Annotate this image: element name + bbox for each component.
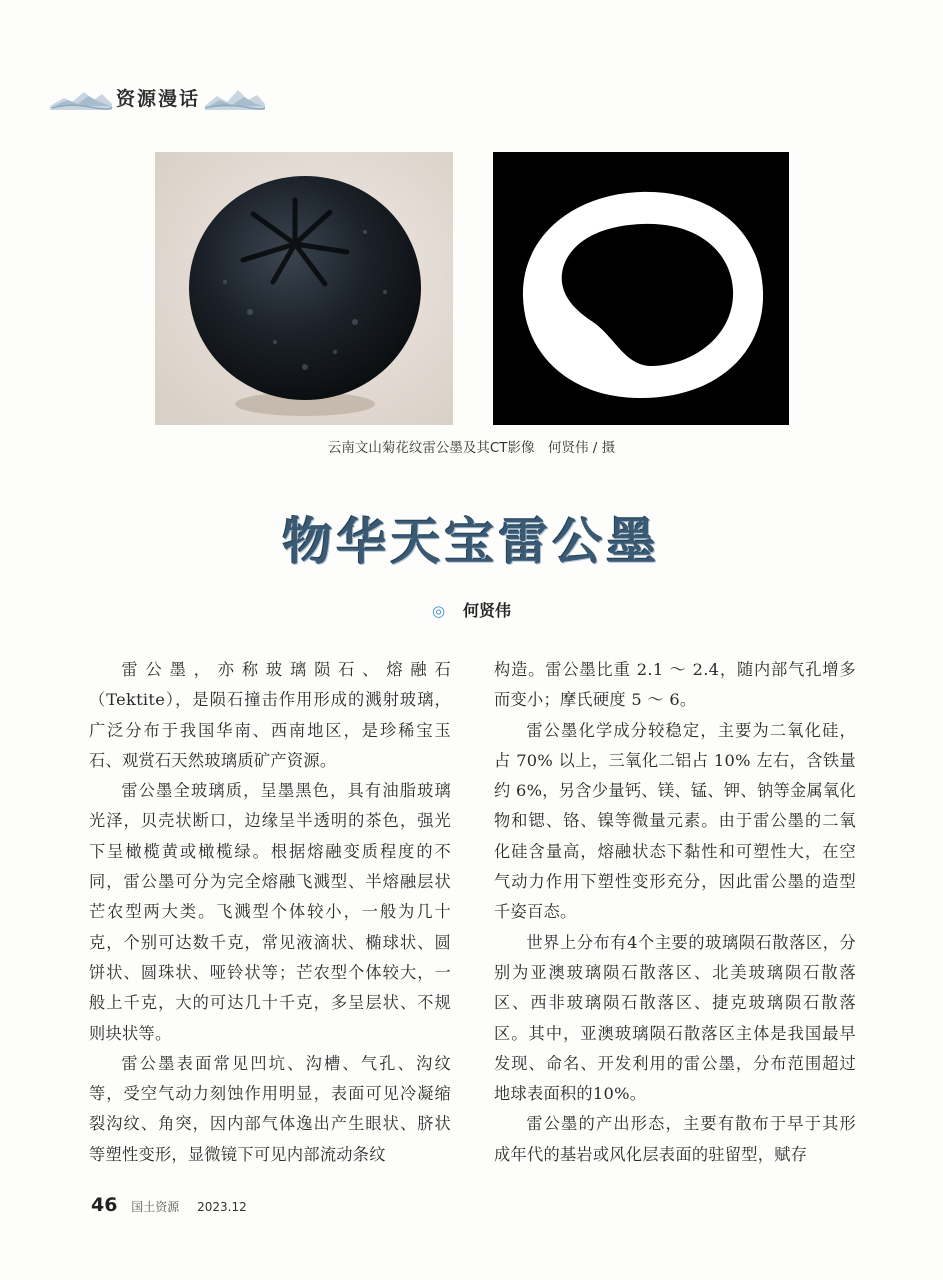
ct-scan-image — [493, 152, 789, 425]
page-footer — [91, 1194, 247, 1216]
paragraph: 世界上分布有4个主要的玻璃陨石散落区，分别为亚澳玻璃陨石散落区、北美玻璃陨石散落区、西非玻璃陨石散落区、捷克玻璃陨石散落区。其中，亚澳玻璃陨石散落区主体是我国最早发现、命名、开发利用的雷公墨，分布范围超过地球表面积的10%。 — [494, 932, 856, 1104]
article-title: 物华天宝雷公墨 — [282, 513, 661, 571]
section-banner — [50, 76, 265, 116]
body-column-right — [494, 655, 856, 1170]
leigongmo-photo — [155, 152, 453, 425]
paragraph: 构造。雷公墨比重 2.1 ～ 2.4，随内部气孔增多而变小；摩氏硬度 5 ～ 6。 — [494, 660, 856, 710]
paragraph: 雷公墨化学成分较稳定，主要为二氧化硅，占 70% 以上，三氧化二铝占 10% 左右，含铁量约 6%，另含少量钙、镁、锰、钾、钠等金属氧化物和锶、铬、镍等微量元素。由于雷公墨的二氧化硅含量高，熔融状态下黏性和可塑性大，在空气动力作用下塑性变形充分，因此雷公墨的造型千姿百态。 — [494, 720, 856, 922]
paragraph: 雷公墨全玻璃质，呈墨黑色，具有油脂玻璃光泽，贝壳状断口，边缘呈半透明的茶色，强光下呈橄榄黄或橄榄绿。根据熔融变质程度的不同，雷公墨可分为完全熔融飞溅型、半熔融层状芒农型两大类。飞溅型个体较小，一般为几十克，个别可达数千克，常见液滴状、椭球状、圆饼状、圆珠状、哑铃状等；芒农型个体较大，一般上千克，大的可达几十千克，多呈层状、不规则块状等。 — [89, 781, 451, 1043]
author-mark-icon: ◎ — [431, 602, 446, 620]
issue-date: 2023.12 — [197, 1200, 247, 1214]
page-number: 46 — [91, 1194, 118, 1216]
paragraph: 雷公墨，亦称玻璃陨石、熔融石（Tektite），是陨石撞击作用形成的溅射玻璃，广泛分布于我国华南、西南地区，是珍稀宝玉石、观赏石天然玻璃质矿产资源。 — [89, 660, 451, 770]
paragraph: 雷公墨表面常见凹坑、沟槽、气孔、沟纹等，受空气动力刻蚀作用明显，表面可见冷凝缩裂沟纹、角突，因内部气体逸出产生眼状、脐状等塑性变形，显微镜下可见内部流动条纹 — [89, 1053, 451, 1164]
figure-caption: 云南文山菊花纹雷公墨及其CT影像 何贤伟 / 摄 — [327, 440, 616, 456]
byline — [0, 598, 943, 621]
paragraph: 雷公墨的产出形态，主要有散布于早于其形成年代的基岩或风化层表面的驻留型，赋存 — [494, 1114, 856, 1164]
body-column-left — [89, 655, 451, 1170]
author-name: 何贤伟 — [463, 601, 512, 620]
section-title: 资源漫话 — [116, 88, 201, 110]
magazine-name: 国土资源 — [131, 1200, 180, 1214]
